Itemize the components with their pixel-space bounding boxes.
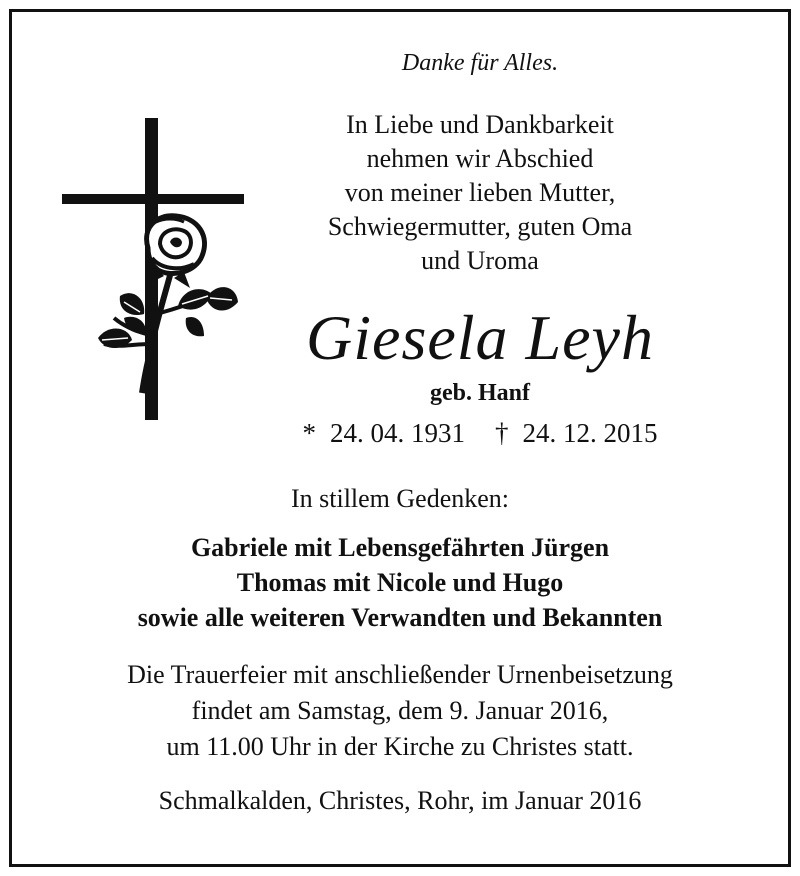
death-symbol: † [495, 418, 509, 448]
intro-line: nehmen wir Abschied [366, 144, 594, 173]
intro-line: In Liebe und Dankbarkeit [346, 110, 614, 139]
intro-line: Schwiegermutter, guten Oma [327, 212, 633, 241]
birth-name: geb. Hanf [429, 380, 530, 406]
service-line: Die Trauerfeier mit anschließender Urnenbeisetzung [127, 660, 673, 689]
deceased-name: Giesela Leyh [306, 302, 654, 373]
mourner-line: sowie alle weiteren Verwandten und Bekannten [137, 603, 663, 632]
mourner-line: Thomas mit Nicole und Hugo [236, 568, 564, 597]
service-line: findet am Samstag, dem 9. Januar 2016, [191, 696, 609, 725]
life-dates [230, 418, 730, 449]
remembrance-heading: In stillem Gedenken: [290, 484, 510, 513]
death-date: 24. 12. 2015 [522, 418, 658, 448]
intro-line: und Uroma [421, 246, 539, 275]
service-line: um 11.00 Uhr in der Kirche zu Christes statt. [166, 732, 634, 761]
mourner-line: Gabriele mit Lebensgefährten Jürgen [190, 533, 610, 562]
place-and-date: Schmalkalden, Christes, Rohr, im Januar 2016 [158, 786, 642, 815]
cross-with-rose-icon [60, 118, 250, 423]
birth-symbol: * [302, 418, 316, 448]
motto: Danke für Alles. [401, 50, 559, 76]
birth-date: 24. 04. 1931 [330, 418, 465, 448]
intro-line: von meiner lieben Mutter, [344, 178, 616, 207]
